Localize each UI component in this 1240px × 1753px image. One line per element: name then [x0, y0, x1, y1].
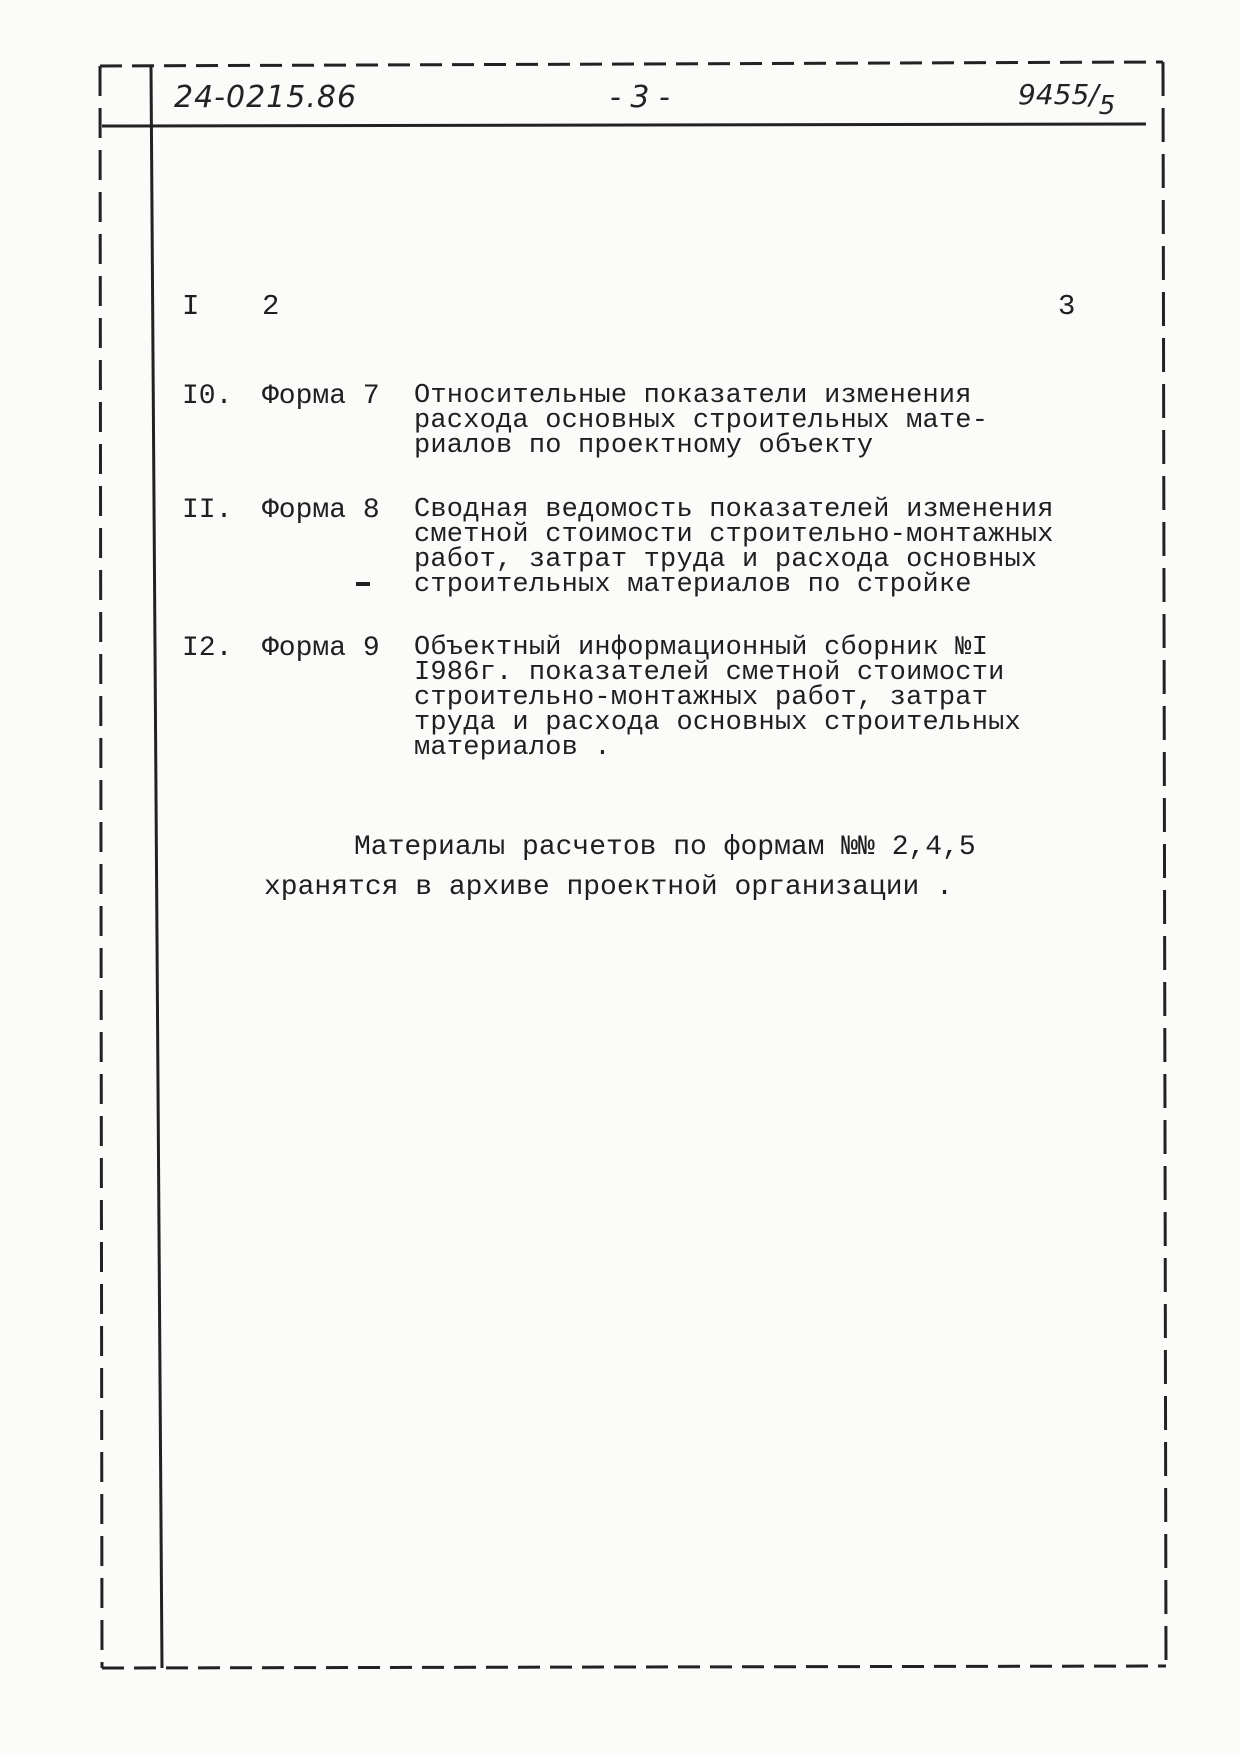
item-description: Относительные показатели изменения расхода основных строительных мате- риалов по проектному объекту [414, 381, 989, 461]
sheet-number: 9455/5 [1018, 78, 1116, 121]
sheet-number-main: 9455 [1018, 78, 1090, 111]
column-number-3: 3 [1058, 290, 1076, 323]
item-number: II. [182, 495, 233, 526]
note-line-1: Материалы расчетов по формам №№ 2,4,5 [354, 832, 976, 863]
dash-mark [356, 582, 370, 586]
column-number-2: 2 [262, 290, 280, 323]
item-number: I2. [182, 633, 233, 664]
page-number: - 3 - [610, 80, 670, 115]
sheet-number-sub: 5 [1098, 91, 1116, 121]
item-description: Сводная ведомость показателей изменения сметной стоимости строительно-монтажных работ, затрат труда и расхода основных строительных материалов по стройке [414, 495, 1054, 600]
item-form: Форма 7 [262, 381, 380, 412]
document-code: 24-0215.86 [174, 80, 358, 115]
column-number-1: I [182, 290, 200, 323]
item-description: Объектный информационный сборник №I I986г. показателей сметной стоимости строительно-монтажных работ, затрат труда и расхода основных строительных материалов . [414, 633, 1021, 763]
item-number: I0. [182, 381, 233, 412]
item-form: Форма 8 [262, 495, 380, 526]
note-line-2: хранятся в архиве проектной организации . [264, 872, 953, 903]
item-form: Форма 9 [262, 633, 380, 664]
